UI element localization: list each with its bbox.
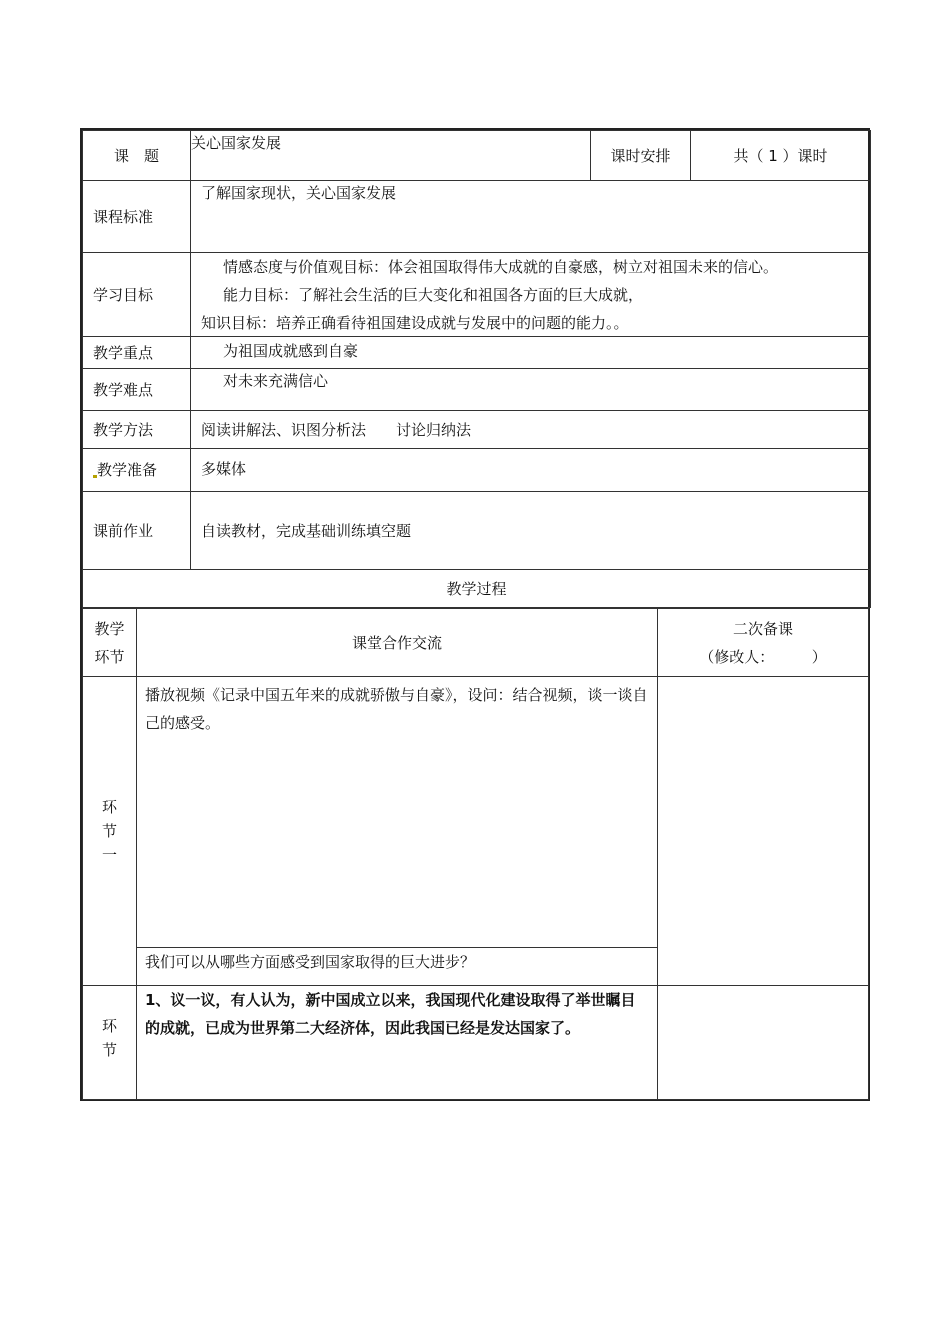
section2-text: 1、议一议，有人认为，新中国成立以来，我国现代化建设取得了举世瞩目的成就，已成为世界第二大经济体，因此我国已经是发达国家了。 bbox=[145, 991, 636, 1037]
key-label: 教学重点 bbox=[83, 337, 191, 369]
method-value: 阅读讲解法、识图分析法 讨论归纳法 bbox=[201, 420, 472, 439]
section2-content bbox=[137, 986, 658, 1100]
section1-revision bbox=[658, 677, 869, 986]
lesson-plan-table bbox=[80, 128, 870, 1101]
process-title: 教学过程 bbox=[83, 570, 871, 608]
prep-label-text: 教学准备 bbox=[97, 461, 158, 479]
section2-label-1: 环 bbox=[101, 1016, 117, 1035]
difficult-value: 对未来充满信心 bbox=[223, 372, 329, 390]
difficult-label: 教学难点 bbox=[83, 369, 191, 411]
key-value: 为祖国成就感到自豪 bbox=[223, 342, 359, 360]
process-col-stage-line2: 环节 bbox=[94, 647, 125, 666]
section1-label bbox=[83, 677, 137, 986]
subject-label: 课 题 bbox=[83, 131, 191, 181]
standard-cell bbox=[191, 181, 871, 253]
standard-label: 课程标准 bbox=[83, 181, 191, 253]
process-col-activity: 课堂合作交流 bbox=[137, 609, 658, 677]
key-cell bbox=[191, 337, 871, 369]
section1-label-1: 环 bbox=[101, 798, 117, 816]
schedule-value: 共（ 1 ）课时 bbox=[691, 131, 871, 181]
goal-line-1: 情感态度与价值观目标：体会祖国取得伟大成就的自豪感，树立对祖国未来的信心。 bbox=[223, 258, 779, 276]
goal-cell bbox=[191, 253, 871, 337]
section1-question: 我们可以从哪些方面感受到国家取得的巨大进步？ bbox=[137, 947, 657, 985]
method-cell bbox=[191, 411, 871, 449]
process-col-revision bbox=[658, 609, 869, 677]
goal-line-2: 能力目标：了解社会生活的巨大变化和祖国各方面的巨大成就， bbox=[223, 286, 644, 304]
section1-label-2: 节 bbox=[101, 822, 117, 840]
prep-label bbox=[83, 449, 191, 492]
standard-value: 了解国家现状，关心国家发展 bbox=[201, 184, 397, 202]
section1-text: 播放视频《记录中国五年来的成就骄傲与自豪》，设问：结合视频，谈一谈自己的感受。 bbox=[145, 686, 648, 732]
process-table bbox=[82, 608, 869, 1100]
process-col-stage bbox=[83, 609, 137, 677]
homework-label: 课前作业 bbox=[83, 492, 191, 570]
section2-revision bbox=[658, 986, 869, 1100]
prep-value: 多媒体 bbox=[201, 460, 247, 478]
method-label: 教学方法 bbox=[83, 411, 191, 449]
subject-value: 关心国家发展 bbox=[191, 131, 591, 181]
section1-content bbox=[137, 677, 658, 986]
section1-label-3: 一 bbox=[101, 846, 117, 864]
section2-label bbox=[83, 986, 137, 1100]
goal-label: 学习目标 bbox=[83, 253, 191, 337]
schedule-label: 课时安排 bbox=[591, 131, 691, 181]
process-col-revision-line2: （修改人： ） bbox=[699, 647, 827, 666]
homework-cell bbox=[191, 492, 871, 570]
prep-cell bbox=[191, 449, 871, 492]
section2-label-2: 节 bbox=[101, 1040, 117, 1059]
process-col-revision-line1: 二次备课 bbox=[732, 619, 793, 638]
goal-line-3: 知识目标：培养正确看待祖国建设成就与发展中的问题的能力。。 bbox=[201, 314, 629, 332]
process-col-stage-line1: 教学 bbox=[94, 619, 125, 638]
difficult-cell bbox=[191, 369, 871, 411]
homework-value: 自读教材，完成基础训练填空题 bbox=[201, 521, 412, 540]
